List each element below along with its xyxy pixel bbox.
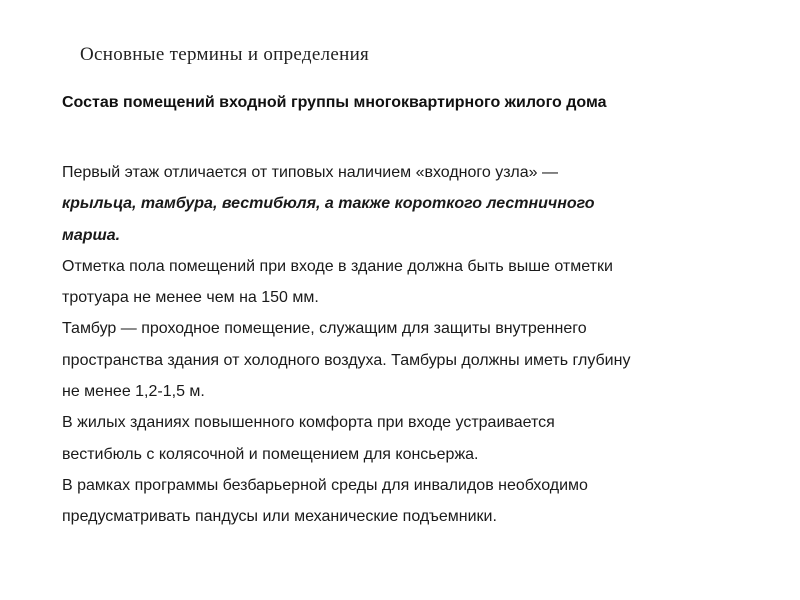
paragraph-text: вестибюль с колясочной и помещением для консьержа. xyxy=(62,445,479,463)
paragraph-accessibility xyxy=(62,470,782,533)
emphasized-text: крыльца, тамбура, вестибюля, а также короткого лестничного xyxy=(62,195,595,213)
paragraph-text: Тамбур — проходное помещение, служащим для защиты внутреннего xyxy=(62,320,587,338)
section-heading: Состав помещений входной группы многоквартирного жилого дома xyxy=(62,94,607,111)
paragraph-text: Первый этаж отличается от типовых наличием «входного узла» — xyxy=(62,164,558,181)
paragraph-comfort-buildings xyxy=(62,407,782,470)
paragraph-entrance-node xyxy=(62,157,782,251)
paragraph-text: В жилых зданиях повышенного комфорта при входе устраивается xyxy=(62,414,555,432)
paragraph-vestibule-definition xyxy=(62,313,782,407)
paragraph-text: тротуара не менее чем на 150 мм. xyxy=(62,289,319,307)
body-text xyxy=(62,157,782,533)
paragraph-text: не менее 1,2-1,5 м. xyxy=(62,383,205,401)
paragraph-text: предусматривать пандусы или механические подъемники. xyxy=(62,508,497,526)
paragraph-text: Отметка пола помещений при входе в здание должна быть выше отметки xyxy=(62,257,613,275)
paragraph-text: В рамках программы безбарьерной среды для инвалидов необходимо xyxy=(62,476,588,494)
paragraph-floor-level xyxy=(62,251,782,314)
slide-title: Основные термины и определения xyxy=(80,44,370,65)
emphasized-text: марша. xyxy=(62,226,121,244)
paragraph-text: пространства здания от холодного воздуха. Тамбуры должны иметь глубину xyxy=(62,351,631,369)
